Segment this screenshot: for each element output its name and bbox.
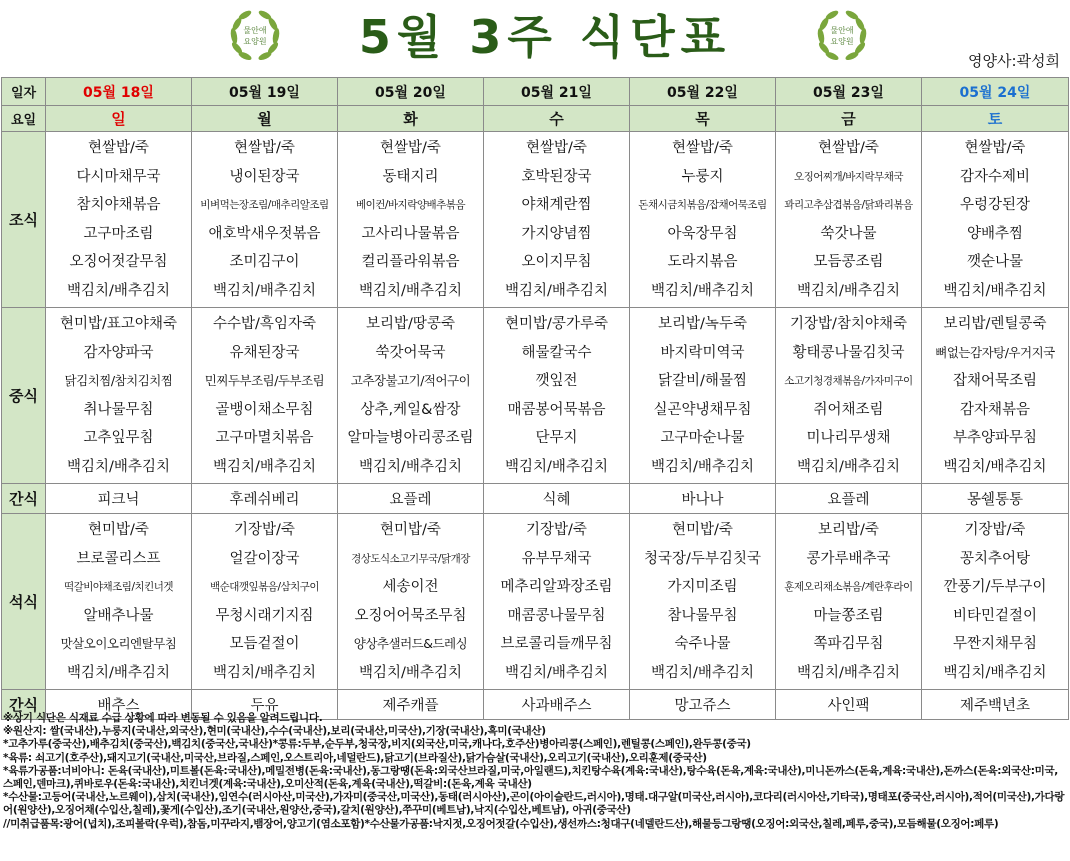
menu-item: 가지양념찜	[521, 225, 592, 242]
menu-item: 무짠지채무침	[952, 636, 1038, 652]
weekday-cell: 목	[630, 106, 776, 132]
snack-cell: 바나나	[630, 484, 776, 514]
snack-cell: 후레쉬베리	[192, 484, 338, 514]
menu-cell	[338, 132, 484, 308]
menu-item: 숙주나물	[674, 636, 731, 652]
lunch-label: 중식	[2, 308, 46, 484]
menu-item: 청국장/두부김칫국	[644, 550, 761, 567]
menu-cell	[922, 308, 1069, 484]
menu-item: 현쌀밥/죽	[964, 140, 1026, 156]
menu-item: 애호박새우젓볶음	[208, 225, 321, 242]
menu-item: 꽁치추어탕	[959, 550, 1031, 567]
menu-cell	[776, 132, 922, 308]
snack-cell: 요플레	[338, 484, 484, 514]
menu-item: 기장밥/죽	[964, 522, 1026, 538]
menu-item: 냉이된장국	[229, 168, 300, 185]
menu-item: 고사리나물볶음	[361, 225, 460, 242]
svg-text:물안애: 물안애	[243, 26, 267, 35]
menu-item: 조미김구이	[229, 254, 300, 270]
menu-item: 모듬콩조림	[813, 254, 884, 270]
menu-item: 오이지무침	[521, 254, 592, 270]
menu-item: 보리밥/렌틸콩죽	[943, 316, 1047, 332]
menu-item: 얼갈이장국	[229, 550, 300, 567]
menu-cell	[46, 132, 192, 308]
menu-item: 감자채볶음	[959, 401, 1031, 418]
menu-item: 현미밥/죽	[88, 522, 149, 538]
menu-item: 백김치/배추김치	[359, 664, 462, 681]
svg-text:물안애: 물안애	[830, 26, 854, 35]
menu-item: 백김치/배추김치	[505, 458, 608, 475]
note-line: ※상기 식단은 식재료 수급 상황에 따라 변동될 수 있음을 알려드립니다.	[3, 712, 323, 724]
menu-cell	[192, 132, 338, 308]
weekday-cell: 토	[922, 106, 1069, 132]
menu-item: 뼈없는감자탕/우거지국	[935, 344, 1055, 360]
menu-item: 부추양파무침	[952, 430, 1038, 446]
menu-item: 현쌀밥/죽	[380, 140, 441, 156]
menu-item: 해물칼국수	[521, 344, 592, 361]
svg-text:요양원: 요양원	[830, 37, 854, 46]
menu-item: 다시마채무국	[76, 168, 161, 185]
snack-cell: 요플레	[776, 484, 922, 514]
menu-item: 기장밥/죽	[234, 522, 295, 538]
menu-item: 백김치/배추김치	[797, 282, 900, 299]
note-line: //미취급품목:광어(넙치),조피볼락(우럭),참돔,미꾸라지,뱀장어,양고기(염소포함)*수산물가공품:낙지젓,오징어젓갈(수입산),생선까스:청대구(네델란드산),해물등그랑땡(오징어:외국산,칠레,페루,중국),모듬해물(오징어:페루)	[3, 817, 999, 830]
menu-item: 현미밥/죽	[380, 522, 441, 538]
menu-item: 고추장불고기/적어구이	[350, 373, 471, 388]
menu-item: 도라지볶음	[667, 254, 738, 270]
snack-cell: 식혜	[484, 484, 630, 514]
menu-item: 양배추찜	[966, 225, 1024, 242]
menu-item: 오징어젓갈무침	[69, 254, 168, 270]
menu-item: 백김치/배추김치	[213, 458, 316, 475]
menu-item: 동태지리	[382, 168, 439, 185]
menu-cell	[776, 308, 922, 484]
menu-item: 백김치/배추김치	[943, 458, 1047, 475]
menu-item: 기장밥/참치야채죽	[790, 316, 907, 332]
menu-item: 현미밥/죽	[672, 522, 733, 538]
menu-item: 백김치/배추김치	[651, 458, 754, 475]
menu-item: 컬리플라워볶음	[361, 254, 460, 270]
menu-item: 현미밥/콩가루죽	[505, 316, 608, 332]
menu-item: 경상도식소고기무국/닭개장	[351, 552, 470, 565]
date-cell: 05월 19일	[192, 78, 338, 106]
menu-item: 콩가루배추국	[806, 550, 891, 567]
menu-item: 고구마멸치볶음	[215, 430, 314, 446]
weekday-label: 요일	[2, 106, 46, 132]
menu-item: 마늘쫑조림	[813, 607, 884, 624]
note-line: ※원산지: 쌀(국내산),누룽지(국내산,외국산),현미(국내산),수수(국내산),보리(국내산,미국산),기장(국내산),흑미(국내산)	[3, 725, 546, 738]
date-cell: 05월 22일	[630, 78, 776, 106]
menu-item: 오징어어묵조무침	[354, 607, 467, 624]
menu-item: 호박된장국	[521, 168, 592, 185]
menu-item: 수수밥/흑임자죽	[213, 316, 316, 332]
menu-item: 알배추나물	[83, 607, 154, 624]
menu-item: 가지미조림	[667, 579, 738, 595]
date-cell: 05월 23일	[776, 78, 922, 106]
menu-item: 현쌀밥/죽	[672, 140, 733, 156]
menu-item: 백김치/배추김치	[359, 282, 462, 299]
menu-item: 현미밥/표고야채죽	[60, 316, 177, 332]
menu-item: 미나리무생채	[806, 430, 891, 446]
menu-cell	[922, 132, 1069, 308]
menu-item: 깻잎전	[535, 373, 578, 389]
menu-item: 민찌두부조림/두부조림	[204, 373, 325, 388]
menu-item: 고추잎무침	[83, 430, 154, 446]
menu-item: 매콤봉어묵볶음	[507, 401, 606, 418]
facility-logo-right	[813, 6, 871, 64]
menu-item: 현쌀밥/죽	[88, 140, 149, 156]
snack-cell: 망고쥬스	[630, 690, 776, 720]
menu-item: 돈채시금치볶음/잡채어묵조림	[638, 199, 767, 211]
menu-item: 메추리알꽈장조림	[500, 579, 613, 595]
menu-item: 브로콜리들깨무침	[500, 636, 613, 652]
menu-item: 기장밥/죽	[526, 522, 587, 538]
menu-cell	[338, 308, 484, 484]
menu-item: 현쌀밥/죽	[818, 140, 879, 156]
menu-item: 참나물무침	[667, 607, 738, 624]
menu-item: 감자양파국	[83, 344, 154, 361]
snack-cell: 배추스	[46, 690, 192, 720]
svg-text:요양원: 요양원	[243, 37, 267, 46]
menu-item: 단무지	[535, 430, 578, 446]
menu-item: 백김치/배추김치	[213, 282, 316, 299]
menu-item: 감자수제비	[959, 168, 1031, 185]
menu-item: 닭갈비/해물찜	[658, 373, 747, 389]
menu-item: 보리밥/녹두죽	[658, 316, 747, 332]
dinner-label: 석식	[2, 514, 46, 690]
menu-item: 백김치/배추김치	[505, 282, 608, 299]
menu-item: 황태콩나물김칫국	[792, 344, 905, 361]
menu-item: 잡채어묵조림	[952, 373, 1038, 389]
menu-cell	[922, 514, 1069, 690]
weekday-row	[2, 106, 1069, 132]
facility-logo-left	[226, 6, 284, 64]
snack-cell: 피크닉	[46, 484, 192, 514]
menu-item: 비타민겉절이	[952, 607, 1038, 624]
menu-item: 유채된장국	[229, 344, 300, 361]
menu-item: 백김치/배추김치	[943, 282, 1047, 299]
menu-item: 보리밥/죽	[818, 522, 879, 538]
snack-label: 간식	[2, 484, 46, 514]
menu-item: 바지락미역국	[660, 344, 745, 361]
menu-item: 쑥갓나물	[820, 225, 877, 242]
menu-item: 야채계란찜	[521, 197, 592, 213]
date-cell: 05월 24일	[922, 78, 1069, 106]
menu-item: 참치야채볶음	[76, 197, 161, 213]
menu-item: 보리밥/땅콩죽	[366, 316, 455, 332]
snack-cell: 제주백년초	[922, 690, 1069, 720]
menu-cell	[484, 514, 630, 690]
menu-item: 백김치/배추김치	[359, 458, 462, 475]
menu-item: 아욱장무침	[667, 225, 738, 242]
snack-cell: 두유	[192, 690, 338, 720]
origin-notes	[3, 712, 1067, 831]
menu-item: 훈제오리채소볶음/계란후라이	[784, 581, 913, 593]
date-cell: 05월 21일	[484, 78, 630, 106]
menu-item: 브로콜리스프	[76, 550, 161, 567]
snack-cell: 몽쉘통통	[922, 484, 1069, 514]
menu-item: 쑥갓어묵국	[375, 344, 446, 361]
menu-item: 백김치/배추김치	[67, 282, 170, 299]
weekday-cell: 금	[776, 106, 922, 132]
menu-item: 실곤약냉채무침	[653, 401, 752, 418]
snack-row-afternoon	[2, 484, 1069, 514]
menu-item: 양상추샐러드&드레싱	[353, 636, 468, 651]
breakfast-row	[2, 132, 1069, 308]
menu-item: 알마늘병아리콩조림	[347, 430, 474, 446]
lunch-row	[2, 308, 1069, 484]
menu-cell	[630, 308, 776, 484]
menu-cell	[484, 132, 630, 308]
note-line: *고추가루(중국산),배추김치(중국산),백김치(중국산,국내산)*콩류:두부,순두부,청국장,비지(외국산,미국,캐나다,호주산)병아리콩(스페인),렌틸콩(스페인),완두콩(중국)	[3, 738, 751, 751]
page-title: 5월 3주 식단표	[358, 10, 732, 64]
menu-item: 비벼먹는장조림/매추리알조림	[200, 199, 329, 211]
menu-item: 백김치/배추김치	[67, 458, 170, 475]
menu-item: 깐풍기/두부구이	[943, 579, 1047, 595]
note-line: *육류가공품:너비아니: 돈육(국내산),미트볼(돈육:국내산),메밀전병(돈육:국내산),동그랑땡(돈육:외국산브라질,미국,아일랜드),치킨탕수육(계육:국내산),탕수육(돈육,계육:국내산),미니돈까스(돈육,계육:국내산),돈까스(돈육:외국산:미국,스페인,덴마크),퀴바로우(돈육:국내산),치킨너겟(계육:국내산),오미산적(돈육,계육(국내산),떡갈비:(돈육,계육 국내산)	[3, 764, 1058, 791]
menu-cell	[192, 514, 338, 690]
menu-item: 누룽지	[681, 168, 724, 185]
page-header	[0, 0, 1070, 76]
menu-item: 백김치/배추김치	[797, 458, 900, 475]
weekday-cell: 수	[484, 106, 630, 132]
menu-cell	[46, 308, 192, 484]
menu-item: 백김치/배추김치	[505, 664, 608, 681]
weekly-menu-table	[1, 77, 1069, 720]
dinner-row	[2, 514, 1069, 690]
menu-item: 유부무채국	[521, 550, 592, 567]
menu-item: 매콤콩나물무침	[507, 607, 606, 624]
date-cell: 05월 18일	[46, 78, 192, 106]
menu-item: 닭김치찜/참치김치찜	[64, 373, 173, 388]
snack-cell: 사인팩	[776, 690, 922, 720]
menu-cell	[776, 514, 922, 690]
menu-item: 백김치/배추김치	[67, 664, 170, 681]
menu-item: 골뱅이채소무침	[215, 401, 314, 418]
menu-item: 백김치/배추김치	[943, 664, 1047, 681]
menu-cell	[630, 132, 776, 308]
menu-item: 세송이전	[382, 579, 439, 595]
menu-item: 백김치/배추김치	[651, 282, 754, 299]
menu-item: 소고기청경채볶음/가자미구이	[784, 375, 913, 387]
menu-cell	[338, 514, 484, 690]
weekday-cell: 월	[192, 106, 338, 132]
date-cell: 05월 20일	[338, 78, 484, 106]
menu-item: 현쌀밥/죽	[234, 140, 295, 156]
menu-item: 현쌀밥/죽	[526, 140, 587, 156]
menu-item: 쥐어채조림	[813, 401, 884, 418]
menu-item: 상추,케일&쌈장	[360, 401, 461, 418]
menu-item: 백김치/배추김치	[651, 664, 754, 681]
menu-item: 오징어찌개/바지락무채국	[793, 170, 904, 183]
date-label: 일자	[2, 78, 46, 106]
menu-item: 모듬겉절이	[229, 636, 300, 652]
menu-item: 고구마조림	[83, 225, 154, 242]
date-row	[2, 78, 1069, 106]
menu-item: 깻순나물	[966, 254, 1024, 270]
snack-cell: 제주캐플	[338, 690, 484, 720]
weekday-cell: 화	[338, 106, 484, 132]
menu-cell	[192, 308, 338, 484]
menu-item: 취나물무침	[83, 401, 154, 418]
menu-cell	[630, 514, 776, 690]
nutritionist-name: 영양사:곽성희	[968, 52, 1060, 70]
menu-item: 떡갈비야채조림/치킨너겟	[63, 581, 174, 593]
menu-item: 베이컨/바지락양배추볶음	[355, 199, 466, 211]
snack-cell: 사과배주스	[484, 690, 630, 720]
menu-item: 무청시래기지짐	[215, 607, 314, 624]
menu-item: 백김치/배추김치	[213, 664, 316, 681]
menu-item: 고구마순나물	[660, 430, 745, 446]
menu-item: 백김치/배추김치	[797, 664, 900, 681]
menu-item: 쪽파김무침	[813, 636, 884, 652]
note-line: *육류: 쇠고기(호주산),돼지고기(국내산,미국산,브라질,스페인,오스트리아,네덜란드),닭고기(브라질산),닭가슴살(국내산),오리고기(국내산),오리훈제(중국산)	[3, 751, 707, 764]
weekday-cell: 일	[46, 106, 192, 132]
note-line: *수산물:고등어(국내산,노르웨이),삼치(국내산),임연수(러시아산,미국산),가자미(중국산,미국산),동태(러시아산),곤이(아이슬란드,러시아),명태.대구알(미국산,러시아),코다리(러시아산,기타국),명태포(중국산,러시아),적어(미국산),가다랑어(원양산),오징어채(수입산,칠레),꽃게(수입산),조기(국내산,원양산,중국),갈치(원양산),쭈꾸미(베트남),낙지(수입산,베트남), 아귀(중국산)	[3, 791, 1065, 817]
menu-item: 꽈리고추삼겹볶음/닭꽈리볶음	[784, 199, 913, 211]
menu-cell	[46, 514, 192, 690]
breakfast-label: 조식	[2, 132, 46, 308]
menu-item: 맛살오이오리엔탈무침	[60, 636, 177, 651]
menu-cell	[484, 308, 630, 484]
menu-item: 백순대깻잎볶음/삼치구이	[209, 581, 320, 593]
menu-item: 우렁강된장	[959, 197, 1031, 213]
snack-label: 간식	[2, 690, 46, 720]
